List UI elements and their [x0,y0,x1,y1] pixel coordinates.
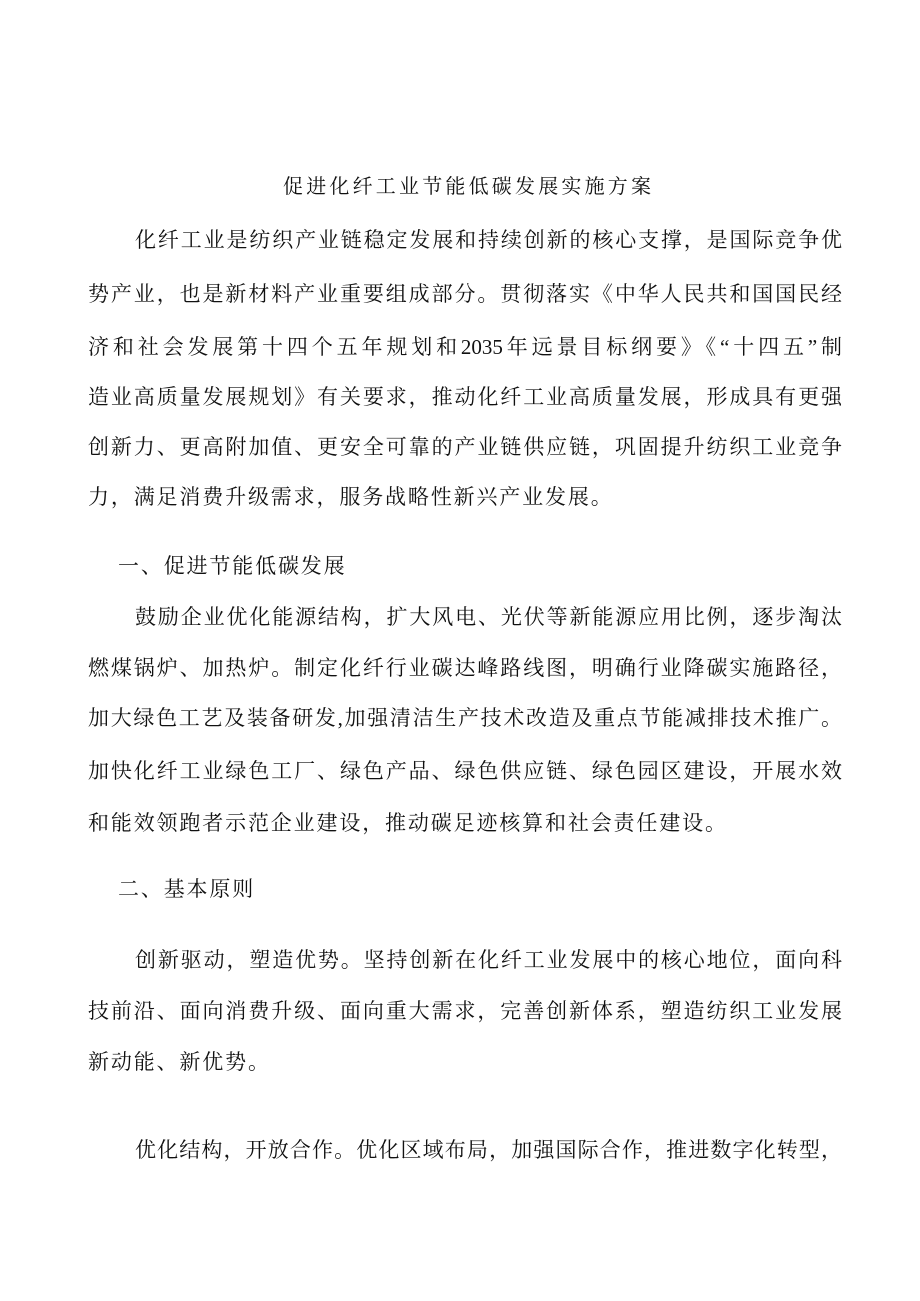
intro-line: 造业高质量发展规划》有关要求，推动化纤工业高质量发展，形成具有更强 [88,385,842,409]
section2-line: 新动能、新优势。 [88,1050,271,1074]
document-title: 促进化纤工业节能低碳发展实施方案 [283,176,651,198]
section2-line: 技前沿、面向消费升级、面向重大需求，完善创新体系，塑造纺织工业发展 [88,999,842,1023]
section1-line: 加大绿色工艺及装备研发,加强清洁生产技术改造及重点节能减排技术推广。 [88,706,842,730]
section1-line: 加快化纤工业绿色工厂、绿色产品、绿色供应链、绿色园区建设，开展水效 [88,759,842,783]
intro-line: 创新力、更高附加值、更安全可靠的产业链供应链，巩固提升纺织工业竞争 [88,435,842,459]
intro-line: 力，满足消费升级需求，服务战略性新兴产业发展。 [88,485,614,509]
section2-line: 优化结构，开放合作。优化区域布局，加强国际合作，推进数字化转型， [135,1138,842,1162]
section-heading: 一、促进节能低碳发展 [118,554,347,578]
intro-line: 化纤工业是纺织产业链稳定发展和持续创新的核心支撑，是国际竞争优 [135,228,842,252]
intro-line: 势产业，也是新材料产业重要组成部分。贯彻落实《中华人民共和国国民经 [88,282,842,306]
section1-line: 和能效领跑者示范企业建设，推动碳足迹核算和社会责任建设。 [88,811,728,835]
section1-line: 鼓励企业优化能源结构，扩大风电、光伏等新能源应用比例，逐步淘汰 [135,605,842,629]
section2-line: 创新驱动，塑造优势。坚持创新在化纤工业发展中的核心地位，面向科 [135,948,842,972]
intro-line: 济和社会发展第十四个五年规划和2035年远景目标纲要》《“十四五”制 [88,335,842,359]
section1-line: 燃煤锅炉、加热炉。制定化纤行业碳达峰路线图，明确行业降碳实施路径， [88,656,842,680]
section-heading: 二、基本原则 [118,877,256,901]
